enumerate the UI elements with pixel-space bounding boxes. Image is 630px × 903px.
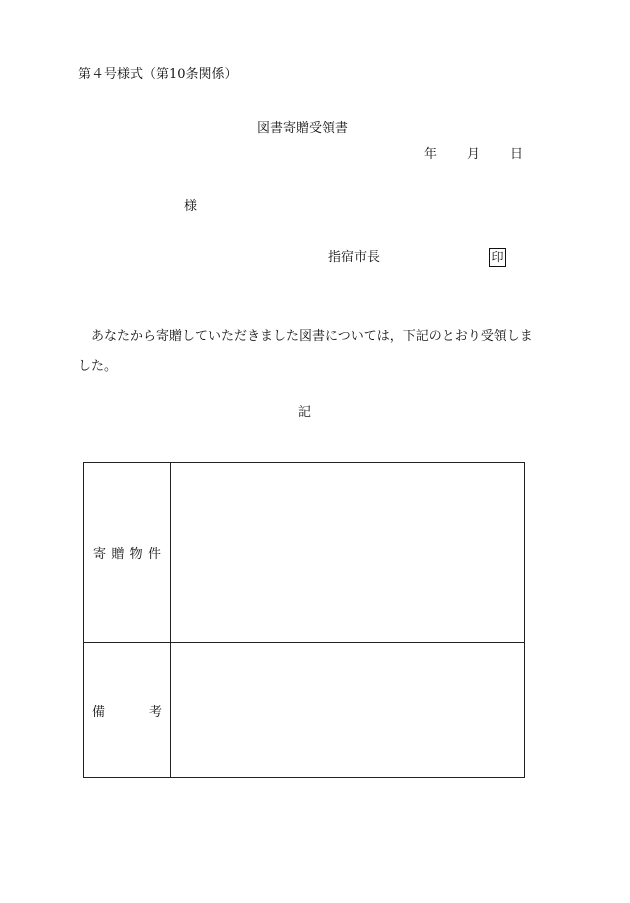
ki-heading: 記 (298, 405, 312, 420)
document-title: 図書寄贈受領書 (257, 121, 349, 136)
label-char: 物 (129, 547, 143, 562)
seal-mark: 印 (489, 248, 506, 267)
label-char: 贈 (111, 547, 125, 562)
date-year-label: 年 (424, 147, 438, 162)
label-char: 寄 (93, 547, 107, 562)
donated-items-value[interactable] (171, 463, 525, 643)
table-row-donated-items (84, 463, 525, 643)
date-month-label: 月 (467, 147, 481, 162)
details-table (83, 462, 525, 778)
label-char: 備 (92, 704, 106, 720)
remarks-label (84, 643, 171, 778)
date-line (424, 148, 523, 161)
issuer-title: 指宿市長 (328, 250, 381, 265)
label-char: 件 (147, 547, 161, 562)
donated-items-label (84, 463, 171, 643)
table-row-remarks (84, 643, 525, 778)
body-text: あなたから寄贈していただきました図書については，下記のとおり受領しました。 (78, 329, 533, 374)
remarks-value[interactable] (171, 643, 525, 778)
recipient-honorific: 様 (184, 199, 198, 214)
label-char: 考 (148, 704, 162, 720)
date-day-label: 日 (510, 147, 524, 162)
form-number: 第４号様式（第10条関係） (78, 67, 238, 82)
